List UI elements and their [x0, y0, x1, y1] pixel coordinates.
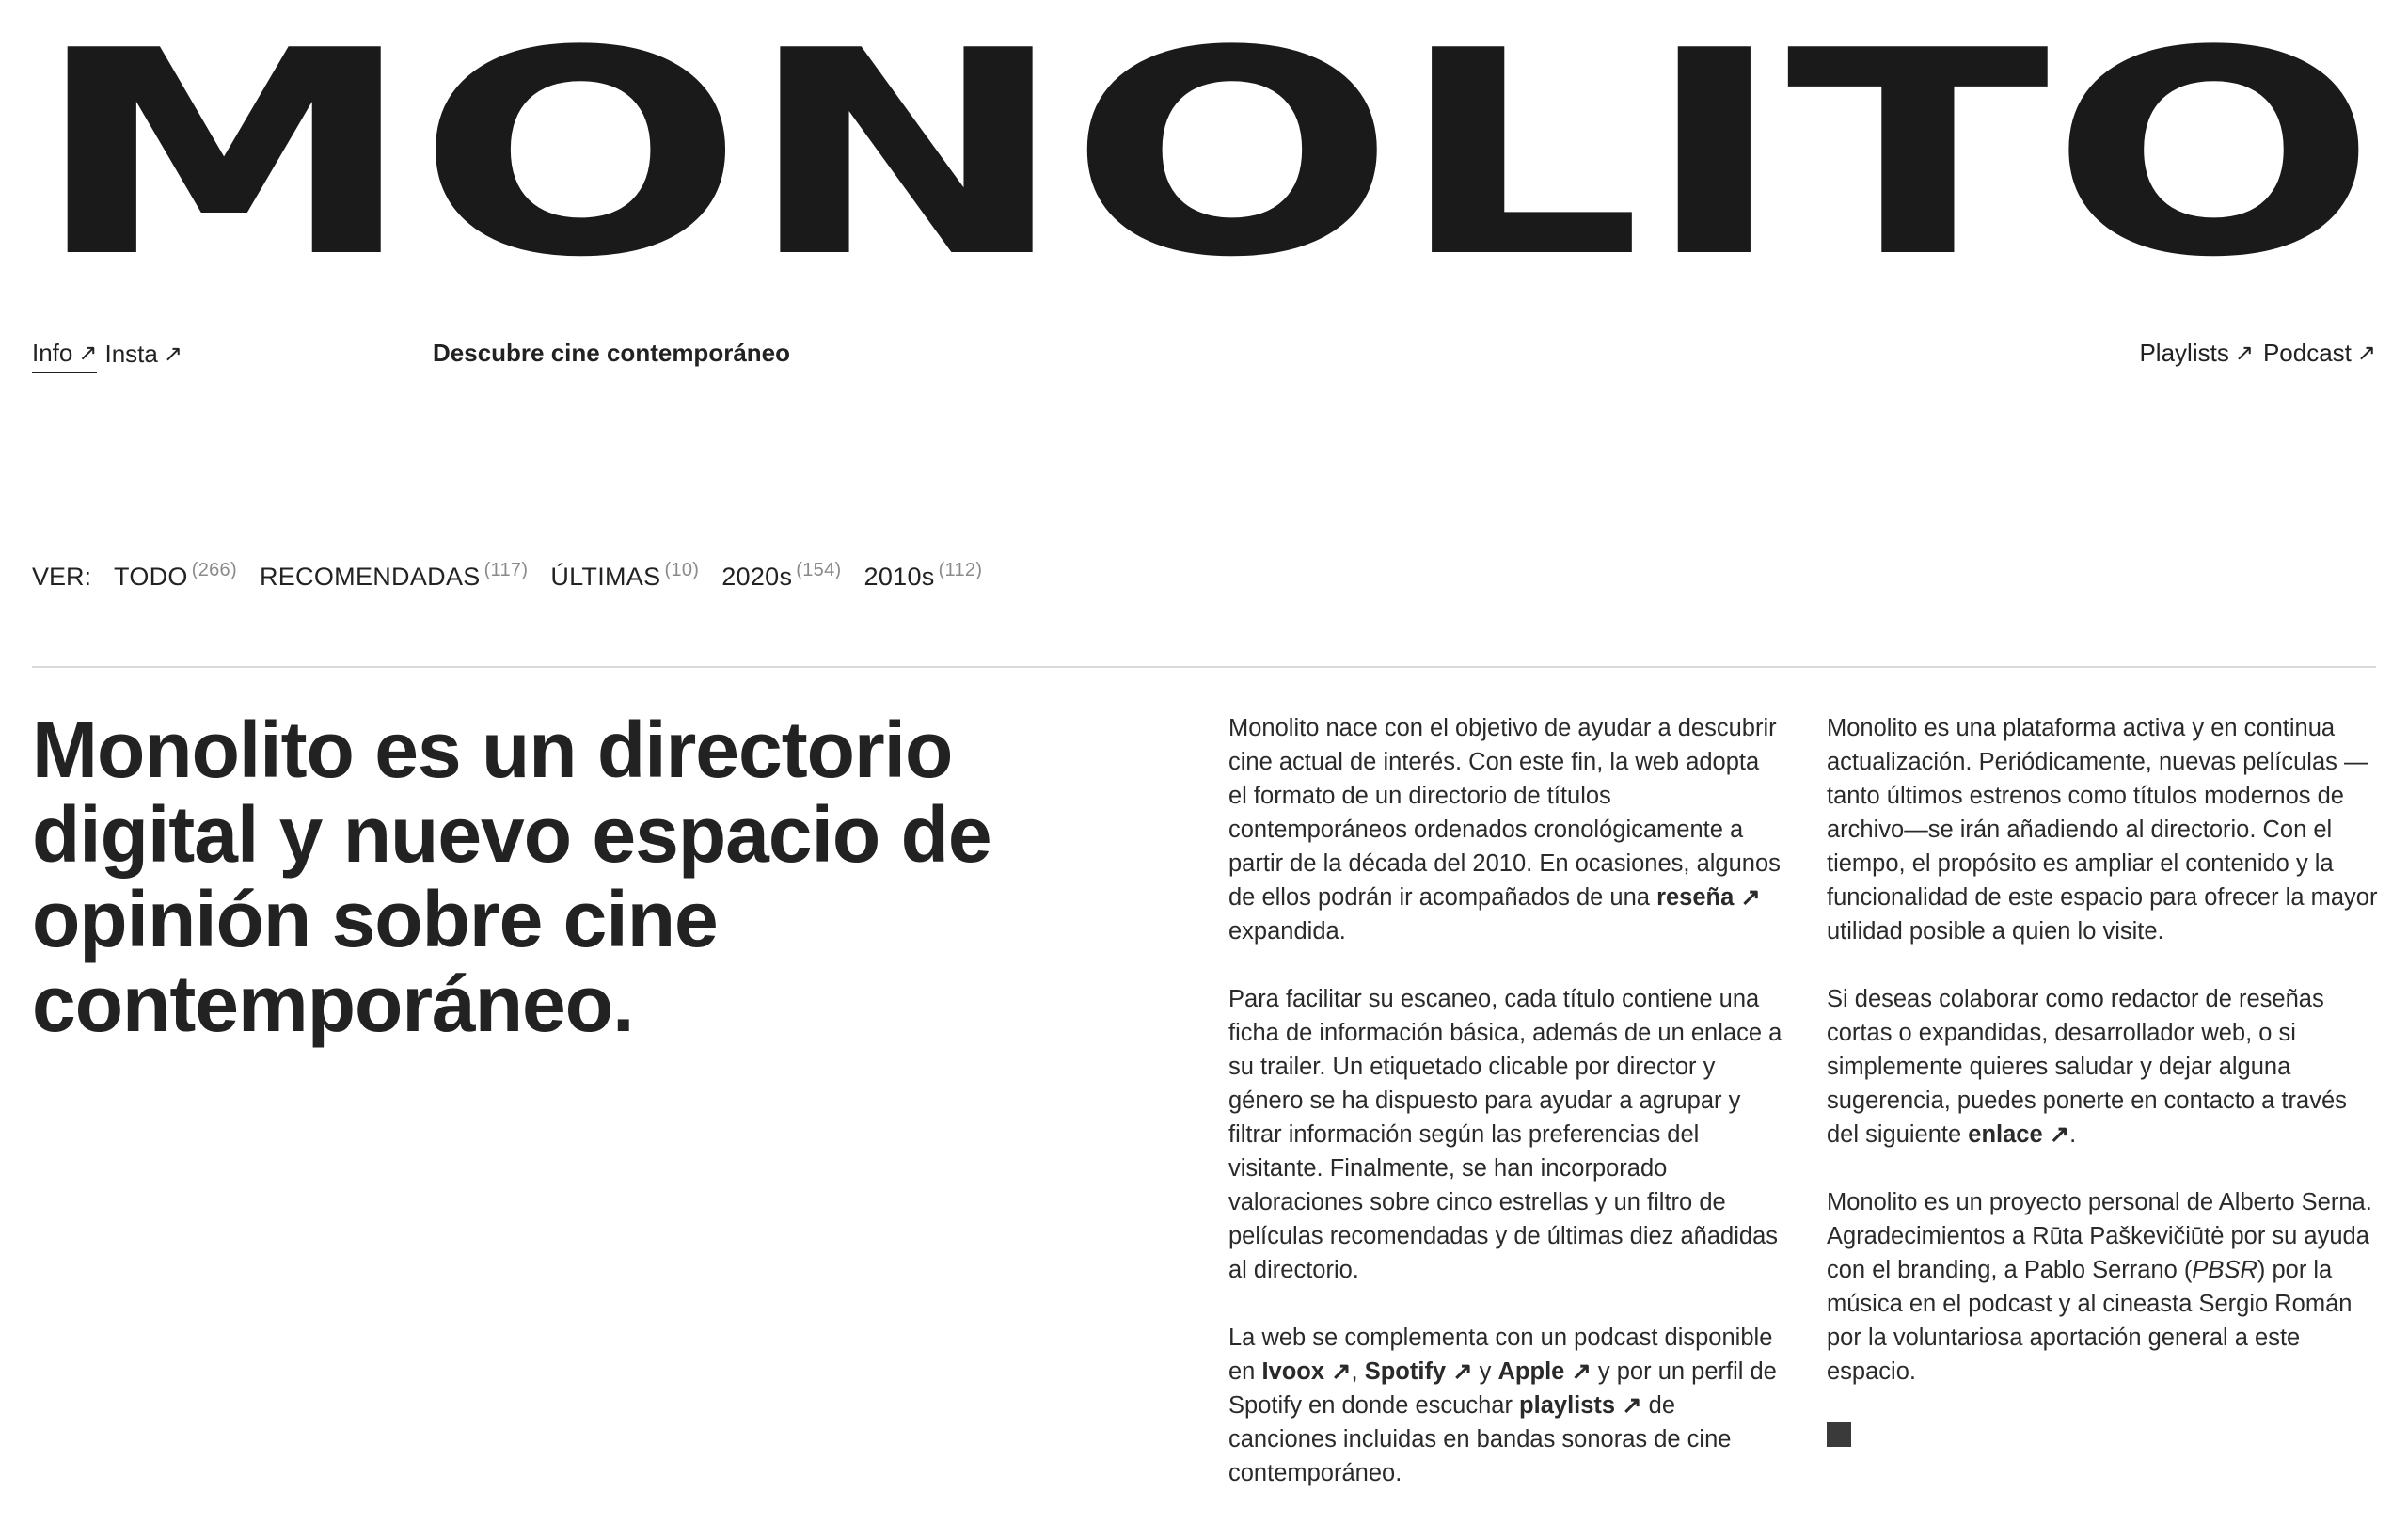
- link-label: playlists: [1519, 1392, 1616, 1419]
- external-arrow-icon: ↗: [1622, 1392, 1642, 1419]
- spotify-link[interactable]: [1365, 1358, 1473, 1385]
- resena-link[interactable]: [1656, 884, 1761, 911]
- link-label: Ivoox: [1261, 1358, 1325, 1385]
- filter-item-count: (10): [664, 560, 700, 580]
- filter-todo[interactable]: [114, 560, 237, 592]
- paragraph-text: La web se complementa con un podcast disponible en: [1228, 1325, 1773, 1385]
- about-paragraph: Monolito es una plataforma activa y en continua actualización. Periódicamente, nuevas películas —tanto últimos estrenos como títulos modernos de archivo—se irán añadiendo al directorio. Con el tiempo, el propósito es ampliar el contenido y la funcionalidad de este espacio para ofrecer la mayor utilidad posible a quien lo visite.: [1827, 715, 2378, 945]
- about-column-1: [1228, 711, 1783, 1524]
- external-arrow-icon: ↗: [2049, 1121, 2070, 1148]
- site-logo[interactable]: [32, 34, 2378, 267]
- about-paragraph: [1827, 982, 2382, 1151]
- insta-link[interactable]: [104, 339, 182, 373]
- ivoox-link[interactable]: [1261, 1358, 1351, 1385]
- paragraph-text: Monolito es un proyecto personal de Alberto Serna. Agradecimientos a Rūta Paškevičiūtė por su ayuda con el branding, a Pablo Serrano (: [1827, 1189, 2372, 1283]
- external-arrow-icon: ↗: [1452, 1358, 1473, 1385]
- link-label: enlace: [1968, 1121, 2043, 1148]
- paragraph-text: ,: [1351, 1358, 1365, 1385]
- podcast-label: Podcast: [2262, 339, 2352, 367]
- playlists-link[interactable]: [2139, 339, 2253, 372]
- external-arrow-icon: ↗: [2356, 340, 2376, 366]
- playlists-label: Playlists: [2139, 339, 2229, 367]
- playlists-inline-link[interactable]: [1519, 1392, 1642, 1419]
- filter-ultimas[interactable]: [550, 560, 700, 592]
- filter-recomendadas[interactable]: [259, 560, 529, 592]
- about-column-2: [1827, 711, 2382, 1447]
- site-tagline: Descubre cine contemporáneo: [433, 339, 790, 367]
- external-arrow-icon: ↗: [1740, 884, 1761, 911]
- filter-item-label: 2020s: [721, 563, 793, 591]
- paragraph-text: expandida.: [1228, 918, 1346, 945]
- filter-item-label: TODO: [114, 563, 188, 591]
- podcast-link[interactable]: [2263, 339, 2376, 372]
- apple-link[interactable]: [1498, 1358, 1592, 1385]
- paragraph-text: Si deseas colaborar como redactor de reseñas cortas o expandidas, desarrollador web, o si simplemente quieres saludar y dejar alguna sugerencia, puedes ponerte en contacto a través del siguiente: [1827, 986, 2347, 1148]
- filter-item-label: 2010s: [863, 563, 935, 591]
- section-divider: [32, 666, 2376, 668]
- filter-2010s[interactable]: [863, 560, 983, 592]
- about-paragraph: [1228, 1321, 1783, 1490]
- filter-item-count: (112): [938, 560, 983, 580]
- about-paragraph: [1228, 711, 1783, 948]
- paragraph-text: de canciones incluidas en bandas sonoras de cine contemporáneo.: [1228, 1392, 1732, 1486]
- logo-text: MONOLITO: [32, 34, 2378, 267]
- paragraph-text: .: [2069, 1121, 2077, 1148]
- nav-right: [2139, 339, 2376, 372]
- external-arrow-icon: ↗: [163, 341, 182, 367]
- pbsr-text: PBSR: [2192, 1257, 2258, 1283]
- filter-item-count: (117): [483, 560, 529, 580]
- top-nav: [32, 339, 2376, 376]
- logo-wordmark: [32, 34, 2378, 267]
- external-arrow-icon: ↗: [2234, 340, 2254, 366]
- intro-headline: Monolito es un directorio digital y nuevo espacio de opinión sobre cine contemporáneo.: [32, 706, 991, 1048]
- filter-2020s[interactable]: [721, 560, 842, 592]
- paragraph-text: ) por la música en el podcast y al cineasta Sergio Román por la voluntariosa aportación general a este espacio.: [1827, 1257, 2353, 1385]
- link-label: reseña: [1656, 884, 1735, 911]
- filter-label: VER:: [32, 563, 92, 591]
- info-label: Info: [32, 339, 73, 367]
- paragraph-text: Monolito nace con el objetivo de ayudar a descubrir cine actual de interés. Con este fin, la web adopta el formato de un directorio de títulos contemporáneos ordenados cronológicamente a partir de la década del 2010. En ocasiones, algunos de ellos podrán ir acompañados de una: [1228, 715, 1781, 911]
- filter-item-label: ÚLTIMAS: [550, 563, 661, 591]
- info-link[interactable]: [32, 339, 97, 373]
- external-arrow-icon: ↗: [1331, 1358, 1352, 1385]
- about-paragraph: Para facilitar su escaneo, cada título contiene una ficha de información básica, además de un enlace a su trailer. Un etiquetado clicable por director y género se ha dispuesto para ayudar a agrupar y filtrar información según las preferencias del visitante. Finalmente, se han incorporado valoraciones sobre cinco estrellas y un filtro de películas recomendadas y de últimas diez añadidas al directorio.: [1228, 986, 1782, 1283]
- external-arrow-icon: ↗: [78, 340, 98, 366]
- nav-left: [32, 339, 182, 373]
- insta-label: Insta: [104, 340, 158, 368]
- filter-item-label: RECOMENDADAS: [259, 563, 481, 591]
- contact-link[interactable]: [1968, 1121, 2069, 1148]
- square-mark-icon: [1827, 1422, 1851, 1447]
- external-arrow-icon: ↗: [1571, 1358, 1592, 1385]
- link-label: Spotify: [1364, 1358, 1447, 1385]
- filter-bar: [32, 560, 983, 592]
- paragraph-text: y por un perfil de Spotify en donde escuchar: [1228, 1358, 1777, 1419]
- link-label: Apple: [1497, 1358, 1565, 1385]
- paragraph-text: y: [1472, 1358, 1498, 1385]
- filter-item-count: (266): [191, 560, 237, 580]
- about-paragraph: [1827, 1185, 2382, 1389]
- filter-item-count: (154): [796, 560, 842, 580]
